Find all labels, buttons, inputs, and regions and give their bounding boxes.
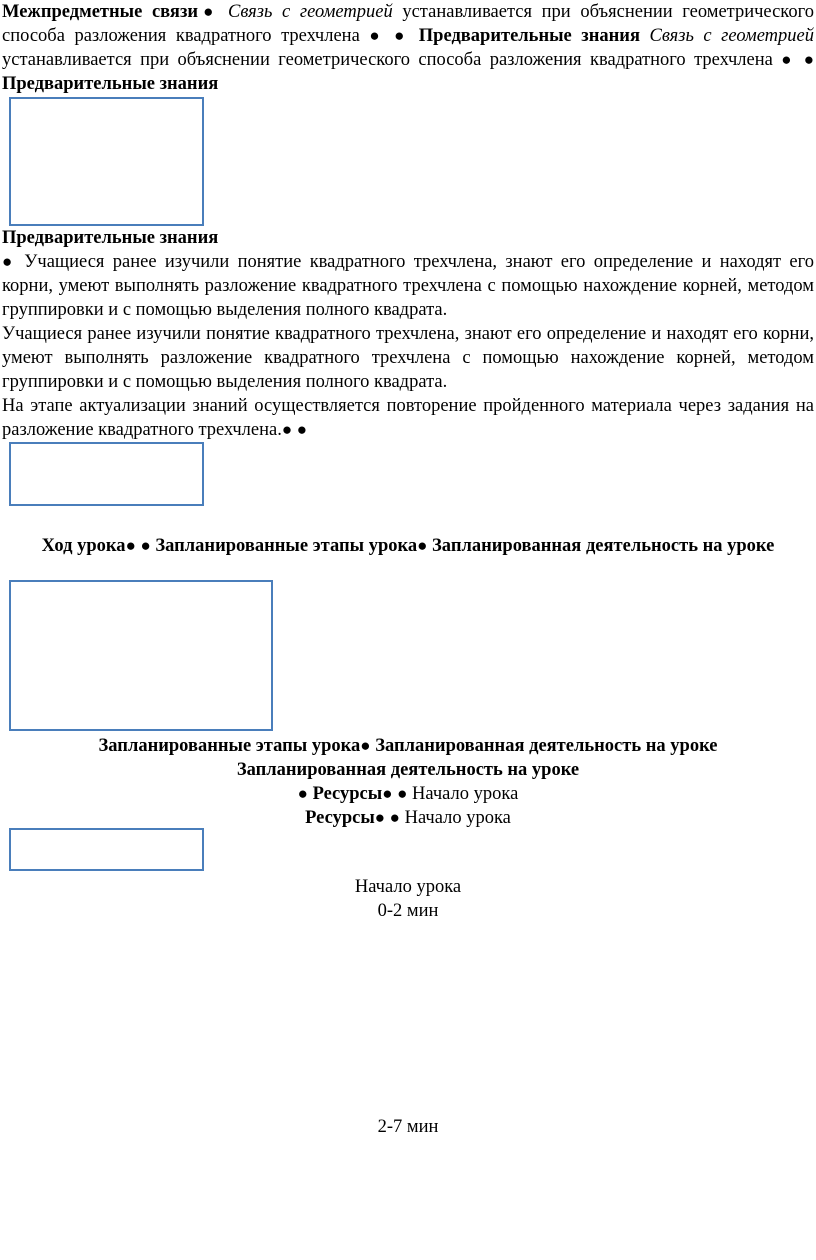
time-range-0-2: 0-2 мин: [377, 901, 439, 921]
lesson-start-label: Начало урока: [404, 808, 511, 828]
heading-part: Ход урока: [41, 536, 126, 556]
bullet-icon: ●: [803, 50, 814, 69]
prior-knowledge-heading: Предварительные знания: [418, 26, 640, 46]
bullet-icon: ●: [360, 736, 371, 755]
image-frame: [9, 97, 204, 226]
bullet-icon: ●: [369, 26, 385, 45]
bullet-icon: ●: [389, 808, 400, 827]
time-range-2-7: 2-7 мин: [377, 1117, 439, 1137]
bullet-icon: ●: [140, 536, 151, 555]
paragraph: Учащиеся ранее изучили понятие квадратного трехчлена, знают его определение и находят его корни, умеют выполнять разложение квадратного трехчлена с помощью нахождение корней, методом группировки и с помощью выделения полного квадрата.: [2, 324, 814, 392]
interdisciplinary-heading: Межпредметные связи: [2, 2, 199, 22]
prior-knowledge-heading: Предварительные знания: [2, 74, 219, 94]
image-frame: [9, 580, 273, 731]
stages-line: [2, 734, 814, 758]
bullet-icon: ●: [296, 420, 308, 439]
resources-line: [2, 806, 814, 830]
actualization-paragraph: [2, 394, 814, 442]
image-frame: [9, 442, 204, 506]
lesson-progress-heading: [2, 533, 814, 559]
lesson-start-caption: Начало урока: [354, 877, 462, 897]
paragraph-text: устанавливается при объяснении геометрического способа разложения квадратного трехчлена: [2, 50, 782, 70]
bullet-icon: ●: [374, 808, 386, 827]
bullet-icon: ●: [2, 252, 16, 271]
paragraph-text: На этапе актуализации знаний осуществляется повторение пройденного материала через задания на разложение квадратного трехчлена.: [2, 396, 814, 440]
bullet-icon: ●: [281, 420, 293, 439]
resources-label: Ресурсы: [312, 784, 383, 804]
geometry-link-text: Связь с геометрией: [649, 26, 815, 46]
bullet-icon: ●: [198, 2, 219, 21]
image-frame: [9, 828, 204, 871]
heading-part: Запланированная деятельность на уроке: [432, 536, 775, 556]
bullet-icon: ●: [397, 784, 408, 803]
resources-label: Ресурсы: [305, 808, 375, 828]
geometry-link-text: Связь с геометрией: [228, 2, 393, 22]
paragraph-text: устанавливается при объяснении геометрического способа разложения квадратного трехчлена: [2, 2, 814, 46]
planned-stages-block: [2, 734, 814, 830]
bullet-icon: ●: [297, 784, 308, 803]
heading-part: Запланированная деятельность на уроке: [375, 736, 718, 756]
heading-part: Запланированные этапы урока: [98, 736, 361, 756]
bullet-icon: ●: [781, 50, 796, 69]
bullet-icon: ●: [382, 784, 393, 803]
lesson-start-label: Начало урока: [412, 784, 519, 804]
bullet-icon: ●: [394, 26, 410, 45]
heading-part: Запланированные этапы урока: [155, 536, 418, 556]
section-heading: Предварительные знания: [2, 228, 219, 248]
prior-knowledge-section: [2, 226, 814, 442]
interdisciplinary-links-paragraph: [2, 0, 814, 96]
paragraph-text: Учащиеся ранее изучили понятие квадратного трехчлена, знают его определение и находят его корни, умеют выполнять разложение квадратного трехчлена с помощью нахождение корней, методом группировки и с помощью выделения полного квадрата.: [2, 252, 814, 320]
stages-line: Запланированная деятельность на уроке: [236, 760, 580, 780]
resources-line: [2, 782, 814, 806]
bullet-icon: ●: [125, 536, 136, 555]
bullet-paragraph: [2, 250, 814, 322]
bullet-icon: ●: [417, 536, 428, 555]
